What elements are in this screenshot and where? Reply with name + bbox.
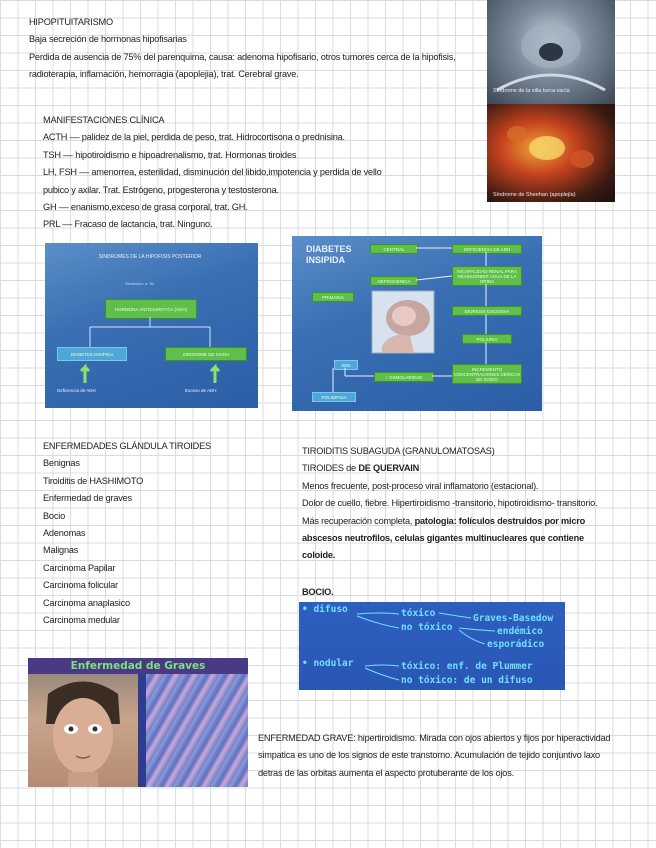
tiroiditis-patologia-line	[302, 513, 597, 530]
tiroiditis-quervain-line	[302, 460, 597, 477]
manifestaciones-line: pubico y axilar. Trat. Estrógeno, progesterona y testosterona.	[43, 184, 279, 195]
slide-title: SINDROMES DE LA HIPOFISIS POSTERIOR	[98, 254, 202, 260]
bocio-connectors	[299, 602, 565, 690]
hipopituitarismo-line: Perdida de ausencia de 75% del parenquima, causa: adenoma hipofisario, otros tumores cerca de la hipofisis,	[29, 51, 456, 62]
tiroides-item: Bocio	[43, 510, 65, 521]
tiroiditis-bold-line: coloide.	[302, 550, 336, 561]
tiroiditis-line: Dolor de cuello, fiebre. Hipertiroidismo -transitorio, hipotiroidismo- transitorio.	[302, 498, 598, 509]
slide-connectors	[45, 243, 258, 408]
box-poliuria: POLIURIA	[462, 334, 512, 344]
bocio-endemico: endémico	[497, 626, 543, 637]
diabetes-title-line2: INSIPIDA	[306, 255, 346, 265]
tiroides-item: Malignas	[43, 545, 79, 556]
hipopituitarismo-section	[29, 14, 456, 84]
box-diuresis: DIURESIS EXCESIVA	[452, 306, 522, 316]
deficiencia-label: Deficiencia de ADH	[57, 388, 96, 393]
diabetes-insipida-slide	[292, 236, 542, 411]
bocio-no-toxico-difuso: no tóxico: de un difuso	[401, 675, 533, 686]
tiroiditis-line: Menos frecuente, post-proceso viral inflamatorio (estacional).	[302, 480, 539, 491]
sheehan-caption: Síndrome de Sheehan (apoplejía)	[493, 192, 576, 198]
hipopituitarismo-title: HIPOPITUITARISMO	[29, 17, 113, 27]
graves-image	[28, 658, 248, 787]
bocio-slide	[299, 602, 565, 690]
box-primaria: PRIMARIA	[312, 292, 354, 302]
bocio-graves: Graves-Basedow	[473, 613, 554, 624]
bocio-toxico-plummer: tóxico: enf. de Plummer	[401, 661, 533, 672]
tiroides-item: Carcinoma anaplasico	[43, 597, 130, 608]
adh-box: HORMONA ANTIDIURETICA (ADH)	[105, 299, 197, 319]
manifestaciones-line: PRL –– Fracaso de lactancia, trat. Ninguno.	[43, 219, 213, 230]
tiroides-item: Carcinoma folicular	[43, 580, 118, 591]
box-nefrogenica: NEFROGENICA	[370, 276, 418, 286]
manifestaciones-line: LH, FSH –– amenorrea, esterilidad, disminución del libido,impotencia y perdida de vello	[43, 167, 382, 178]
tiroides-section	[43, 438, 211, 629]
box-incremento: INCREMENTO CONCENTRACIONES SÉRICAS DE SODIO	[452, 364, 522, 384]
tiroiditis-bold-line: abscesos neutrofilos, celulas gigantes multinucleares que contiene	[302, 533, 584, 544]
manifestaciones-line: GH –– enanismo,exceso de grasa corporal, trat. GH.	[43, 202, 248, 213]
bocio-no-toxico: no tóxico	[401, 622, 453, 633]
diabetes-diagram	[292, 236, 542, 411]
graves-text-line: simpatica es uno de los signos de este transtorno. Acumulación de tejido conjuntivo laxo	[258, 750, 600, 761]
bocio-difuso: • difuso	[302, 604, 348, 615]
face-icon	[28, 674, 138, 787]
manifestaciones-line: ACTH –– palidez de la piel, perdida de peso, trat. Hidrocortisona o prednisina.	[43, 132, 345, 143]
bocio-nodular: • nodular	[302, 658, 354, 669]
box-sed: SED	[334, 360, 358, 370]
graves-histology-photo	[146, 674, 248, 787]
hipopituitarismo-line: Baja secreción de hormonas hipofisarias	[29, 34, 187, 45]
patologia-bold: patologia: folículos destruidos por micro	[414, 515, 586, 526]
manifestaciones-section	[43, 112, 382, 234]
exceso-label: Exceso de ADH	[185, 388, 217, 393]
box-polidipsia: POLIDIPSIA	[312, 392, 356, 402]
tiroides-item: Benignas	[43, 458, 80, 469]
tiroides-item: Adenomas	[43, 528, 86, 539]
tiroides-item: Tiroiditis de HASHIMOTO	[43, 475, 144, 486]
graves-image-title: Enfermedad de Graves	[28, 658, 248, 674]
box-central: CENTRAL	[370, 244, 418, 254]
graves-text-section	[258, 730, 610, 782]
manifestaciones-line: TSH –– hipotiroidismo e hipoadrenalismo, trat. Hormonas tiroides	[43, 149, 297, 160]
diabetes-insipida-box: DIABETES INSIPIDA	[57, 347, 127, 361]
bocio-title: BOCIO.	[302, 587, 334, 597]
bocio-toxico: tóxico	[401, 608, 436, 619]
quervain-bold: DE QUERVAIN	[358, 463, 420, 474]
patologia-prefix: Más recuperación completa,	[302, 515, 415, 526]
slide-sub: Secreción: a. 5h	[125, 281, 154, 286]
hipopituitarismo-line: radioterapia, inflamación, hemorragia (apoplejia), trat. Cerebral grave.	[29, 69, 299, 80]
tiroides-item: Carcinoma medular	[43, 615, 120, 626]
graves-text-line: ENFERMEDAD GRAVE: hipertiroidismo. Mirada con ojos abiertos y fijos por hiperactividad	[258, 733, 611, 743]
graves-text-line: detras de las orbitas aumenta el aspecto protuberante de los ojos.	[258, 767, 514, 778]
manifestaciones-title: MANIFESTACIONES CLÍNICA	[43, 115, 165, 125]
mri-scan-icon	[487, 104, 615, 202]
graves-face-photo	[28, 674, 138, 787]
diabetes-title-line1: DIABETES	[306, 244, 352, 254]
silla-turca-photo	[487, 0, 615, 104]
siadh-box: SINDROME DE SIADH	[165, 347, 247, 361]
bocio-esporadico: esporádico	[487, 639, 545, 650]
tiroiditis-section	[302, 443, 597, 565]
box-osmolaridad: ↑ OSMOLARIDAD	[374, 372, 434, 382]
sheehan-photo	[487, 104, 615, 202]
tiroides-title: ENFERMEDADES GLÁNDULA TIROIDES	[43, 441, 211, 451]
quervain-prefix: TIROIDES de	[302, 463, 359, 474]
tiroiditis-title: TIROIDITIS SUBAGUDA (GRANULOMATOSAS)	[302, 446, 495, 456]
tiroides-item: Enfermedad de graves	[43, 493, 132, 504]
hipofisis-posterior-slide	[45, 243, 258, 408]
silla-turca-caption: Síndrome de la silla turca vacía	[493, 88, 570, 94]
box-incapacidad: INCAPACIDAD RENAL PARA REABSORBER AGUA DE LA ORINA	[452, 266, 522, 286]
box-deficiencia: DEFICIENCIA DE ADH	[452, 244, 522, 254]
tiroides-item: Carcinoma Papilar	[43, 562, 116, 573]
